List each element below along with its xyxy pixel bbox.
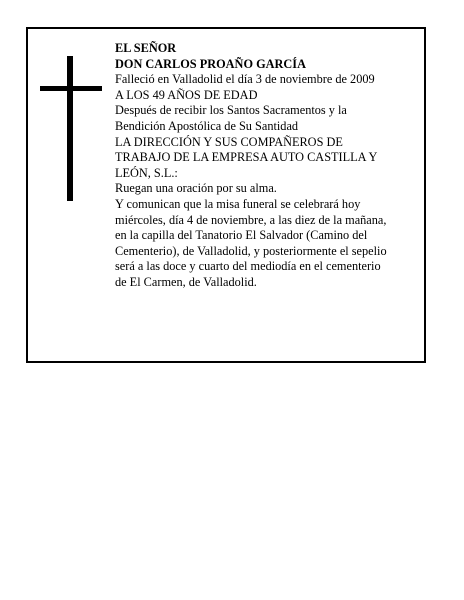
age-info: A LOS 49 AÑOS DE EDAD	[115, 87, 258, 102]
obituary-notice-frame	[26, 27, 426, 363]
company-line-3: LEÓN, S.L.:	[115, 165, 178, 180]
funeral-line-2: miércoles, día 4 de noviembre, a las diez de la mañana,	[115, 212, 387, 227]
death-info: Falleció en Valladolid el día 3 de noviembre de 2009	[115, 72, 375, 87]
funeral-line-4: Cementerio), de Valladolid, y posteriormente el sepelio	[115, 243, 387, 258]
cross-horizontal-bar	[40, 86, 102, 91]
cross-icon	[40, 56, 102, 201]
funeral-line-6: de El Carmen, de Valladolid.	[115, 274, 257, 289]
heading-title: EL SEÑOR	[115, 41, 177, 55]
obituary-text	[115, 41, 427, 291]
funeral-line-3: en la capilla del Tanatorio El Salvador (Camino del	[115, 228, 368, 243]
company-line-1: LA DIRECCIÓN Y SUS COMPAÑEROS DE	[115, 134, 343, 149]
cross-vertical-bar	[67, 56, 73, 201]
sacraments-line-1: Después de recibir los Santos Sacramentos y la	[115, 103, 347, 118]
funeral-line-5: será a las doce y cuarto del mediodía en el cementerio	[115, 259, 381, 274]
sacraments-line-2: Bendición Apostólica de Su Santidad	[115, 118, 299, 133]
deceased-name: DON CARLOS PROAÑO GARCÍA	[115, 56, 306, 71]
company-line-2: TRABAJO DE LA EMPRESA AUTO CASTILLA Y	[115, 150, 378, 165]
prayer-request: Ruegan una oración por su alma.	[115, 181, 277, 196]
funeral-line-1: Y comunican que la misa funeral se celebrará hoy	[115, 196, 361, 211]
